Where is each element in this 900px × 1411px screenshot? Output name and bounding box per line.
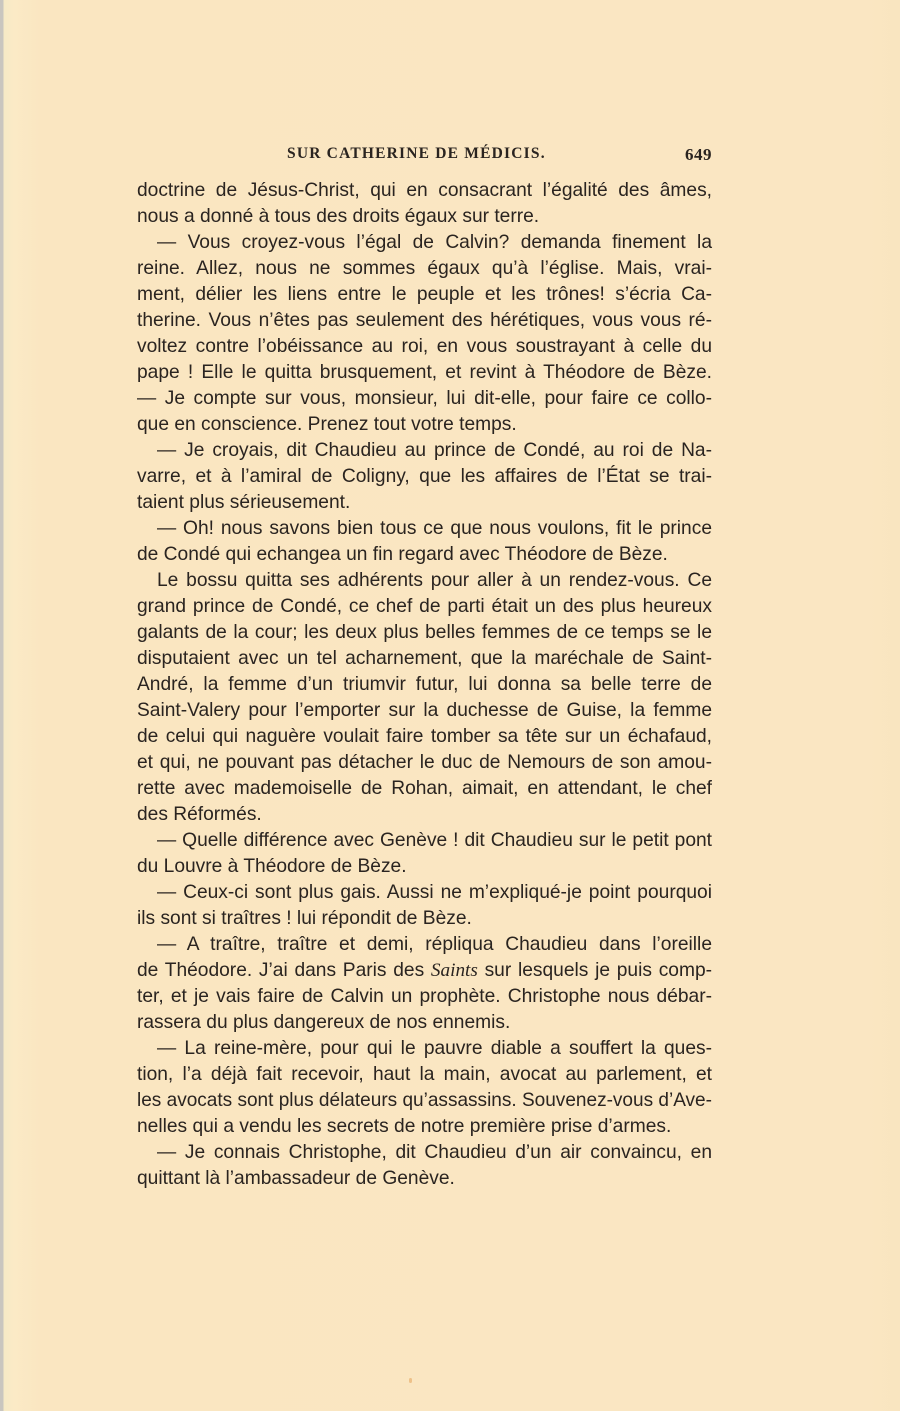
text-line: voltez contre l’obéissance au roi, en vous soustrayant à celle du bbox=[137, 336, 712, 357]
text-line: tion, l’a déjà fait recevoir, haut la main, avocat au parlement, et bbox=[137, 1064, 712, 1085]
paragraph bbox=[137, 516, 712, 568]
paragraph bbox=[137, 932, 712, 1036]
text-line: nelles qui a vendu les secrets de notre première prise d’armes. bbox=[137, 1116, 672, 1137]
text-line: varre, et à l’amiral de Coligny, que les affaires de l’État se trai- bbox=[137, 466, 712, 487]
paragraph bbox=[137, 828, 712, 880]
text-line: taient plus sérieusement. bbox=[137, 492, 351, 513]
paragraph bbox=[137, 1036, 712, 1140]
italic-word: Saints bbox=[430, 960, 478, 981]
text-line: doctrine de Jésus-Christ, qui en consacrant l’égalité des âmes, bbox=[137, 180, 712, 201]
text-line: pape ! Elle le quitta brusquement, et revint à Théodore de Bèze. bbox=[137, 362, 712, 383]
text-line: nous a donné à tous des droits égaux sur terre. bbox=[137, 206, 540, 227]
text-line: — Ceux-ci sont plus gais. Aussi ne m’expliqué-je point pourquoi bbox=[157, 882, 712, 903]
text-line: ter, et je vais faire de Calvin un prophète. Christophe nous débar- bbox=[137, 986, 712, 1007]
text-line: — Vous croyez-vous l’égal de Calvin? demanda finement la bbox=[157, 232, 712, 253]
page-number: 649 bbox=[685, 145, 712, 164]
text-line: du Louvre à Théodore de Bèze. bbox=[137, 856, 407, 877]
text-line: — Je compte sur vous, monsieur, lui dit-elle, pour faire ce collo- bbox=[137, 388, 712, 409]
text-line: — Quelle différence avec Genève ! dit Chaudieu sur le petit pont bbox=[157, 830, 712, 851]
text-line: quittant là l’ambassadeur de Genève. bbox=[137, 1168, 455, 1189]
text-line: rassera du plus dangereux de nos ennemis. bbox=[137, 1012, 511, 1033]
paragraph bbox=[137, 880, 712, 932]
text-line: rette avec mademoiselle de Rohan, aimait, en attendant, le chef bbox=[137, 778, 712, 799]
text-line: ils sont si traîtres ! lui répondit de Bèze. bbox=[137, 908, 472, 929]
text-line: therine. Vous n’êtes pas seulement des hérétiques, vous vous ré- bbox=[137, 310, 712, 331]
paragraph bbox=[137, 438, 712, 516]
text-line: reine. Allez, nous ne sommes égaux qu’à l’église. Mais, vrai- bbox=[137, 258, 712, 279]
running-title: SUR CATHERINE DE MÉDICIS. bbox=[287, 145, 546, 162]
text-line: — Je croyais, dit Chaudieu au prince de Condé, au roi de Na- bbox=[157, 440, 712, 461]
text-line: ment, délier les liens entre le peuple et les trônes! s’écria Ca- bbox=[137, 284, 712, 305]
text-line: — Oh! nous savons bien tous ce que nous voulons, fit le prince bbox=[157, 518, 712, 539]
body-text bbox=[137, 178, 712, 1192]
text-line: Saint-Valery pour l’emporter sur la duchesse de Guise, la femme bbox=[137, 700, 712, 721]
paragraph bbox=[137, 568, 712, 828]
text-line bbox=[137, 958, 712, 984]
paper-speck bbox=[409, 1378, 412, 1383]
text-segment: sur lesquels je puis comp- bbox=[477, 960, 713, 981]
text-line: disputaient avec un tel acharnement, que la maréchale de Saint- bbox=[137, 648, 712, 669]
text-segment: de Théodore. J’ai dans Paris des bbox=[137, 960, 431, 981]
text-line: — Je connais Christophe, dit Chaudieu d’un air convaincu, en bbox=[157, 1142, 712, 1163]
text-line: des Réformés. bbox=[137, 804, 262, 825]
text-line: que en conscience. Prenez tout votre temps. bbox=[137, 414, 517, 435]
text-line: de celui qui naguère voulait faire tomber sa tête sur un échafaud, bbox=[137, 726, 712, 747]
paragraph bbox=[137, 1140, 712, 1192]
text-line: André, la femme d’un triumvir futur, lui donna sa belle terre de bbox=[137, 674, 712, 695]
text-line: Le bossu quitta ses adhérents pour aller à un rendez-vous. Ce bbox=[157, 570, 712, 591]
paragraph bbox=[137, 178, 712, 230]
text-line: grand prince de Condé, ce chef de parti était un des plus heureux bbox=[137, 596, 712, 617]
text-line: — La reine-mère, pour qui le pauvre diable a souffert la ques- bbox=[157, 1038, 712, 1059]
text-line: de Condé qui echangea un fin regard avec Théodore de Bèze. bbox=[137, 544, 668, 565]
text-line: galants de la cour; les deux plus belles femmes de ce temps se le bbox=[137, 622, 712, 643]
text-line: les avocats sont plus délateurs qu’assassins. Souvenez-vous d’Ave- bbox=[137, 1090, 712, 1111]
text-line: — A traître, traître et demi, répliqua Chaudieu dans l’oreille bbox=[157, 934, 712, 955]
paragraph bbox=[137, 386, 712, 438]
paragraph bbox=[137, 230, 712, 386]
text-line: et qui, ne pouvant pas détacher le duc de Nemours de son amou- bbox=[137, 752, 712, 773]
page-header bbox=[137, 145, 712, 169]
